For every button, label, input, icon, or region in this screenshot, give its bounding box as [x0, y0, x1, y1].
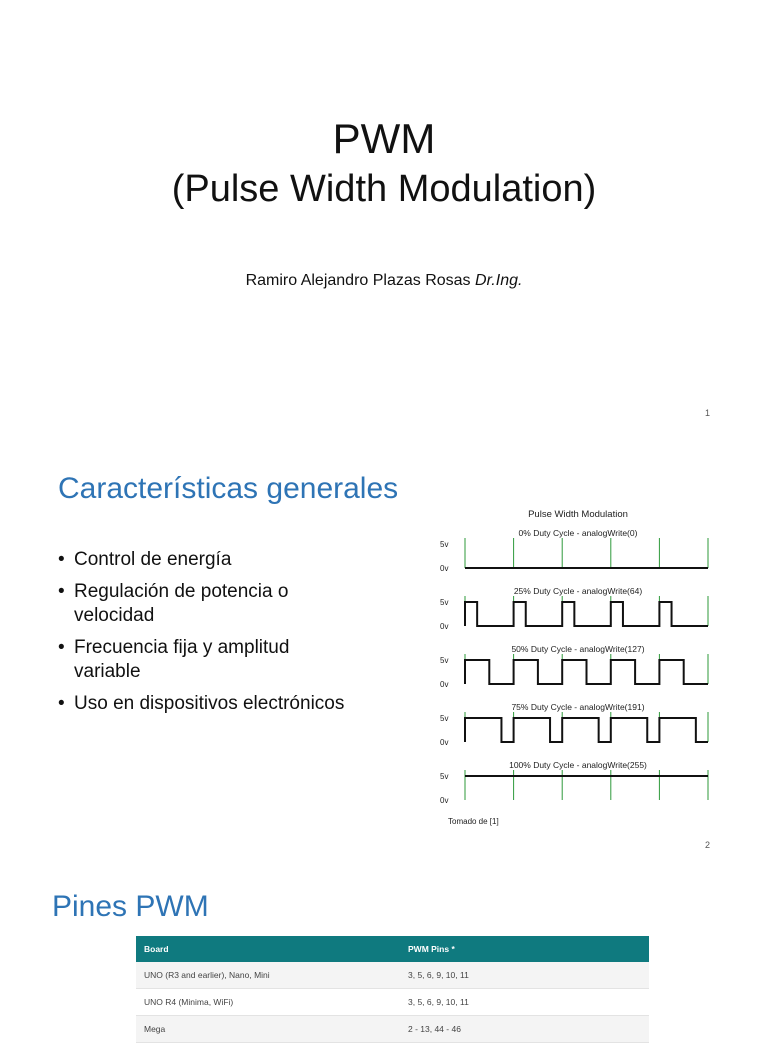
table-row: [136, 1016, 649, 1043]
pwm-waveform: [465, 660, 708, 684]
pwm-waveform: [465, 602, 708, 626]
bullet-item: • Uso en dispositivos electrónicos: [58, 692, 358, 716]
high-level-label: 5v: [440, 656, 449, 665]
pwm-pins-table: [136, 936, 649, 1043]
slide-heading: Pines PWM: [52, 890, 209, 923]
low-level-label: 0v: [440, 680, 449, 689]
bullet-item: • Regulación de potencia o velocidad: [58, 580, 358, 628]
high-level-label: 5v: [440, 714, 449, 723]
title-slide: [0, 0, 768, 430]
pins-cell: 3, 5, 6, 9, 10, 11: [400, 962, 649, 989]
board-cell: UNO R4 (Minima, WiFi): [136, 989, 400, 1016]
author-line: [0, 272, 768, 290]
low-level-label: 0v: [440, 738, 449, 747]
pwm-duty-cycle-figure: [420, 502, 720, 842]
pwm-pins-slide: [0, 870, 768, 1034]
pins-cell: 2 - 13, 44 - 46: [400, 1016, 649, 1043]
board-cell: UNO (R3 and earlier), Nano, Mini: [136, 962, 400, 989]
high-level-label: 5v: [440, 540, 449, 549]
page-number: 2: [704, 840, 710, 850]
panel-label: 100% Duty Cycle - analogWrite(255): [509, 760, 647, 770]
panel-label: 0% Duty Cycle - analogWrite(0): [518, 528, 638, 538]
characteristics-slide: [0, 440, 768, 860]
panel-label: 25% Duty Cycle - analogWrite(64): [513, 586, 643, 596]
panel-label: 50% Duty Cycle - analogWrite(127): [511, 644, 645, 654]
slide-subtitle: (Pulse Width Modulation): [171, 168, 597, 210]
low-level-label: 0v: [440, 796, 449, 805]
bullet-item: • Frecuencia fija y amplitud variable: [58, 636, 358, 684]
column-header-board: Board: [136, 936, 400, 962]
bullet-list: [58, 548, 358, 724]
figure-source: Tomado de [1]: [448, 817, 499, 826]
author-name: Ramiro Alejandro Plazas Rosas: [245, 272, 471, 289]
low-level-label: 0v: [440, 564, 449, 573]
pwm-waveform: [465, 718, 708, 742]
table-row: [136, 989, 649, 1016]
bullet-item: • Control de energía: [58, 548, 358, 572]
column-header-pwm-pins: PWM Pins *: [400, 936, 649, 962]
page-number: 1: [704, 408, 710, 418]
slide-heading: Características generales: [58, 472, 399, 505]
slide-title: PWM: [332, 115, 436, 162]
high-level-label: 5v: [440, 772, 449, 781]
board-cell: Mega: [136, 1016, 400, 1043]
table-header-row: [136, 936, 649, 962]
author-degree: Dr.Ing.: [475, 272, 523, 289]
low-level-label: 0v: [440, 622, 449, 631]
table-row: [136, 962, 649, 989]
high-level-label: 5v: [440, 598, 449, 607]
panel-label: 75% Duty Cycle - analogWrite(191): [511, 702, 645, 712]
pins-cell: 3, 5, 6, 9, 10, 11: [400, 989, 649, 1016]
figure-title: Pulse Width Modulation: [528, 509, 628, 520]
